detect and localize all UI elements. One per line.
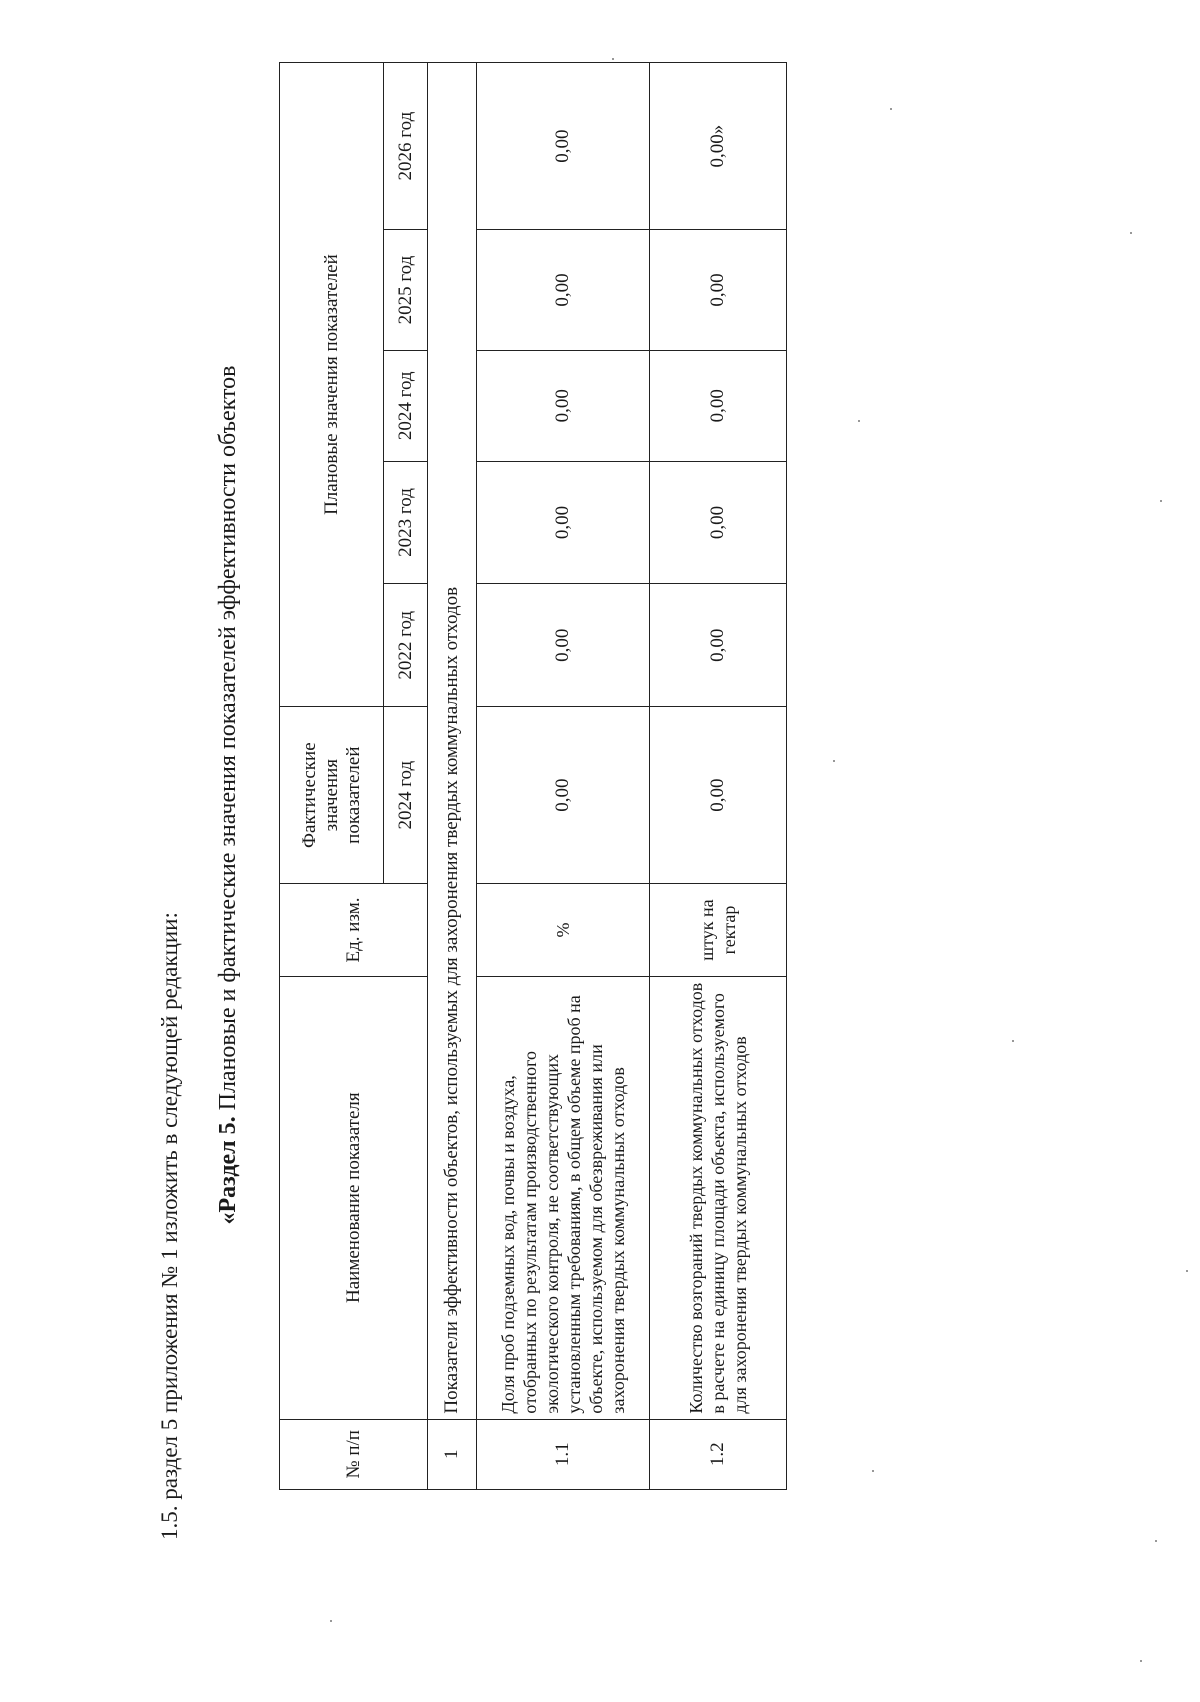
row-indicator-name: Доля проб подземных вод, почвы и воздуха, отобранных по результатам производственного экологического контроля, не соответствующих установленным требованиям, в общем объеме проб на объекте, используемом для обезвреживания или захоронения твердых коммунальных отходов — [477, 976, 650, 1419]
scan-speck — [612, 58, 614, 60]
header-plan: Плановые значения показателей — [280, 63, 384, 707]
row-unit: штук на гектар — [650, 884, 787, 977]
header-name: Наименование показателя — [280, 976, 428, 1419]
row-plan-value-2022: 0,00 — [650, 584, 787, 707]
section-row-label: Показатели эффективности объектов, используемых для захоронения твердых коммунальных отходов — [428, 63, 477, 1420]
scan-speck — [890, 108, 892, 110]
scan-speck — [330, 1620, 332, 1622]
row-plan-value-2023: 0,00 — [477, 461, 650, 584]
row-fact-value: 0,00 — [650, 707, 787, 884]
scan-speck — [872, 1470, 874, 1472]
scan-speck — [1186, 1270, 1188, 1272]
row-fact-value: 0,00 — [477, 707, 650, 884]
row-num: 1.1 — [477, 1419, 650, 1489]
header-plan-year-2026: 2026 год — [384, 63, 428, 230]
row-plan-value-2022: 0,00 — [477, 584, 650, 707]
section-row-num: 1 — [428, 1419, 477, 1489]
section-row — [428, 63, 477, 1490]
indicators-table — [279, 62, 787, 1490]
row-plan-value-2025: 0,00 — [477, 230, 650, 351]
section-title-bold: «Раздел 5. — [215, 1116, 241, 1225]
row-indicator-name: Количество возгораний твердых коммунальных отходов в расчете на единицу площади объекта, используемого для захоронения твердых коммунальных отходов — [650, 976, 787, 1419]
header-num: № п/п — [280, 1419, 428, 1489]
row-plan-value-2026: 0,00» — [650, 63, 787, 230]
intro-paragraph: 1.5. раздел 5 приложения № 1 изложить в следующей редакции: — [157, 912, 182, 1540]
table-row — [477, 63, 650, 1490]
scan-speck — [1012, 1040, 1014, 1042]
scan-speck — [1160, 500, 1162, 502]
row-plan-value-2023: 0,00 — [650, 461, 787, 584]
row-plan-value-2024: 0,00 — [477, 350, 650, 461]
row-unit: % — [477, 884, 650, 977]
section-title — [213, 30, 243, 1560]
scan-speck — [858, 420, 860, 422]
header-plan-year-2025: 2025 год — [384, 230, 428, 351]
header-plan-year-2024: 2024 год — [384, 350, 428, 461]
header-unit: Ед. изм. — [280, 884, 428, 977]
header-plan-year-2023: 2023 год — [384, 461, 428, 584]
scan-speck — [1155, 1540, 1157, 1542]
header-fact-year: 2024 год — [384, 707, 428, 884]
header-fact: Фактические значения показателей — [280, 707, 384, 884]
rotated-page — [155, 30, 1185, 1560]
row-plan-value-2025: 0,00 — [650, 230, 787, 351]
section-title-rest: Плановые и фактические значения показателей эффективности объектов — [215, 365, 241, 1117]
scan-speck — [833, 760, 835, 762]
row-plan-value-2026: 0,00 — [477, 63, 650, 230]
row-plan-value-2024: 0,00 — [650, 350, 787, 461]
scan-speck — [1130, 232, 1132, 234]
header-plan-year-2022: 2022 год — [384, 584, 428, 707]
table-row — [650, 63, 787, 1490]
scan-speck — [1140, 1660, 1142, 1662]
row-num: 1.2 — [650, 1419, 787, 1489]
